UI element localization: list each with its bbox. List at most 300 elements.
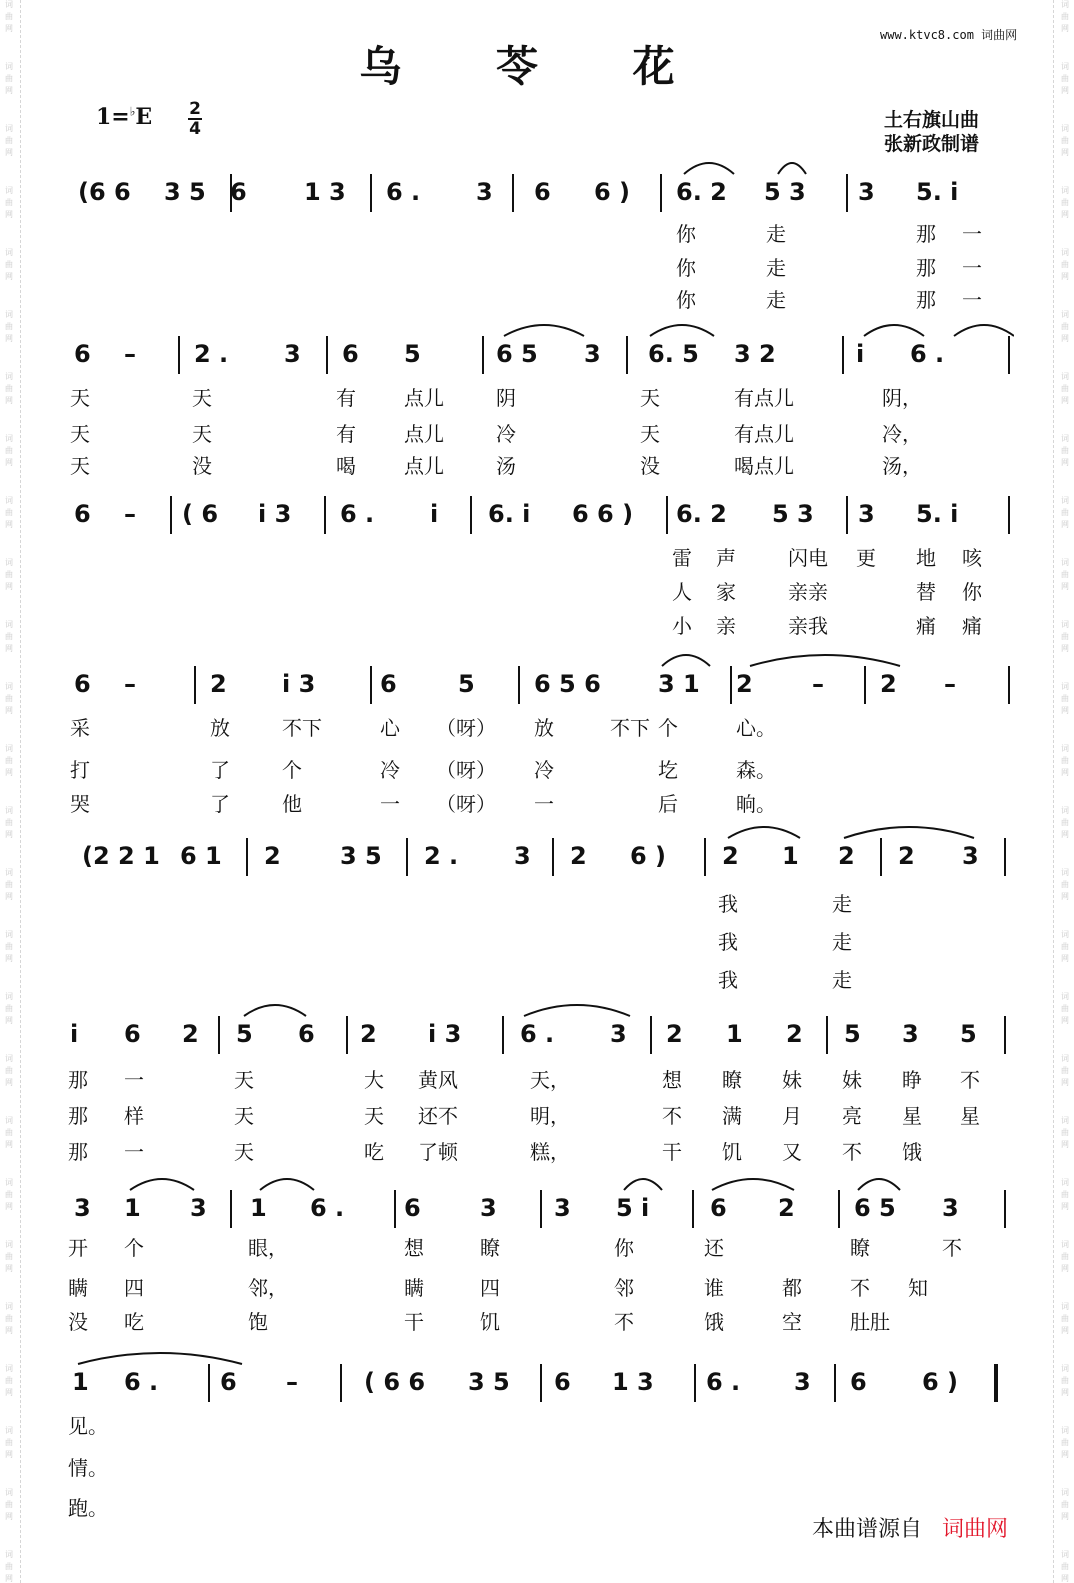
- lyric-word: 闪电: [788, 546, 828, 570]
- watermark-char: 词: [1061, 0, 1069, 9]
- lyric-word: 满: [722, 1104, 742, 1128]
- note: i 3: [428, 1020, 462, 1048]
- lyric-word: 一: [124, 1140, 144, 1164]
- watermark-char: 曲: [1061, 1314, 1069, 1323]
- watermark-char: 网: [5, 396, 13, 405]
- meter-top: 2: [189, 99, 201, 119]
- watermark-char: 网: [5, 148, 13, 157]
- watermark-char: 曲: [5, 694, 13, 703]
- lyric-word: 想: [404, 1236, 424, 1260]
- lyric-word: 那: [68, 1068, 88, 1092]
- lyric-word: 天: [70, 386, 90, 410]
- watermark-gap: [2, 1028, 16, 1054]
- note: 6 .: [340, 500, 375, 528]
- note: 3: [554, 1194, 571, 1222]
- watermark-gap: [2, 966, 16, 992]
- lyric-word: 不: [850, 1276, 870, 1300]
- lyric-word: 不: [842, 1140, 862, 1164]
- watermark-char: 网: [5, 1264, 13, 1273]
- watermark-char: 曲: [5, 446, 13, 455]
- note: 6. i: [488, 500, 531, 528]
- note: 5: [844, 1020, 861, 1048]
- watermark-char: 词: [1061, 682, 1069, 691]
- lyric-word: 月: [782, 1104, 802, 1128]
- note: 1: [72, 1368, 89, 1396]
- note: 6: [710, 1194, 727, 1222]
- lyric-word: 放: [210, 716, 230, 740]
- lyric-word: 那: [916, 256, 936, 280]
- barline: [842, 336, 844, 374]
- lyric-word: 他: [282, 792, 302, 816]
- barline: [660, 174, 662, 212]
- lyric-word: 不: [942, 1236, 962, 1260]
- flat-sign: ♭: [129, 104, 136, 119]
- note: 5 i: [616, 1194, 650, 1222]
- note: 6. 5: [648, 340, 699, 368]
- lyric-word: 个: [282, 758, 302, 782]
- slur: [78, 1353, 242, 1364]
- note: 3: [858, 178, 875, 206]
- watermark-char: 词: [5, 0, 13, 9]
- lyric-word: 喝点儿: [734, 454, 794, 478]
- watermark-char: 网: [1061, 954, 1069, 963]
- watermark-char: 曲: [5, 1500, 13, 1509]
- watermark-gap: [1058, 346, 1072, 372]
- barline: [846, 174, 848, 212]
- site-url[interactable]: www.ktvc8.com 词曲网: [880, 28, 1018, 42]
- lyric-word: 空: [782, 1310, 802, 1334]
- lyric-word: 一: [962, 222, 982, 246]
- note: 3: [942, 1194, 959, 1222]
- watermark-gap: [1058, 408, 1072, 434]
- barline: [170, 496, 172, 534]
- watermark-char: 曲: [1061, 1066, 1069, 1075]
- watermark-char: 词: [1061, 806, 1069, 815]
- watermark-gap: [2, 470, 16, 496]
- lyric-word: 我: [718, 968, 738, 992]
- note: i 3: [282, 670, 316, 698]
- lyric-word: 还不: [418, 1104, 458, 1128]
- barline: [246, 838, 248, 876]
- lyric-word: 了顿: [418, 1140, 458, 1164]
- watermark-char: 曲: [5, 508, 13, 517]
- watermark-gap: [1058, 160, 1072, 186]
- lyric-word: 糕，: [530, 1140, 570, 1164]
- note: 1: [250, 1194, 267, 1222]
- note: 5: [960, 1020, 977, 1048]
- slur: [858, 1179, 900, 1190]
- watermark-char: 词: [5, 682, 13, 691]
- watermark-char: 曲: [1061, 260, 1069, 269]
- watermark-char: 曲: [1061, 198, 1069, 207]
- lyric-word: 想: [662, 1068, 682, 1092]
- slur-layer: [64, 156, 1014, 176]
- watermark-char: 网: [5, 1388, 13, 1397]
- watermark-gap: [2, 1090, 16, 1116]
- watermark-char: 网: [1061, 520, 1069, 529]
- barline: [406, 838, 408, 876]
- watermark-gap: [1058, 1152, 1072, 1178]
- lyric-word: 一: [124, 1068, 144, 1092]
- watermark-char: 词: [5, 1054, 13, 1063]
- lyric-word: 更: [856, 546, 876, 570]
- note: 6: [230, 178, 247, 206]
- watermark-char: 曲: [5, 1066, 13, 1075]
- lyric-word: 采: [70, 716, 90, 740]
- note: 6 ): [630, 842, 667, 870]
- note: 6: [534, 178, 551, 206]
- barline: [218, 1016, 220, 1054]
- watermark-char: 词: [5, 186, 13, 195]
- watermark-char: 曲: [5, 1314, 13, 1323]
- watermark-char: 网: [1061, 210, 1069, 219]
- note: 3: [794, 1368, 811, 1396]
- key-signature: [96, 104, 152, 130]
- watermark-char: 词: [1061, 930, 1069, 939]
- lyric-word: （呀）: [436, 758, 496, 782]
- watermark-char: 曲: [5, 1128, 13, 1137]
- slur: [662, 655, 710, 666]
- notes-line: [64, 492, 1014, 536]
- watermark-char: 词: [1061, 1488, 1069, 1497]
- watermark-char: 词: [1061, 124, 1069, 133]
- watermark-gap: [1058, 1338, 1072, 1364]
- slur: [844, 827, 974, 838]
- lyric-word: 饱: [248, 1310, 268, 1334]
- lyric-word: 个: [124, 1236, 144, 1260]
- slur-layer: [64, 318, 1014, 338]
- watermark-char: 曲: [1061, 756, 1069, 765]
- watermark-char: 曲: [5, 384, 13, 393]
- lyric-word: 见。: [68, 1414, 108, 1438]
- lyric-word: 跑。: [68, 1496, 108, 1520]
- note: 6: [380, 670, 397, 698]
- slur: [130, 1179, 194, 1190]
- lyric-word: 家: [716, 580, 736, 604]
- lyric-word: 那: [68, 1140, 88, 1164]
- watermark-char: 曲: [1061, 632, 1069, 641]
- lyric-word: 汤: [496, 454, 516, 478]
- slur: [260, 1179, 314, 1190]
- score-row: [64, 1186, 1014, 1334]
- watermark-char: 曲: [5, 1004, 13, 1013]
- watermark-char: 词: [1061, 310, 1069, 319]
- watermark-char: 词: [1061, 1054, 1069, 1063]
- note: 1 3: [304, 178, 346, 206]
- note: 2: [570, 842, 587, 870]
- watermark-gap: [2, 904, 16, 930]
- watermark-gap: [2, 594, 16, 620]
- lyric-word: 不下: [282, 716, 322, 740]
- barline: [230, 1190, 232, 1228]
- watermark-char: 曲: [1061, 1128, 1069, 1137]
- barline: [826, 1016, 828, 1054]
- watermark-char: 词: [1061, 1178, 1069, 1187]
- lyric-word: 点儿: [404, 454, 444, 478]
- barline: [502, 1016, 504, 1054]
- left-watermark-strip: [2, 0, 16, 1583]
- meter-bottom: 4: [189, 119, 201, 139]
- lyric-word: 黄风: [418, 1068, 458, 1092]
- watermark-char: 曲: [1061, 1004, 1069, 1013]
- lyric-word: 谁: [704, 1276, 724, 1300]
- watermark-char: 词: [5, 806, 13, 815]
- lyric-word: 亲: [716, 614, 736, 638]
- barline: [370, 666, 372, 704]
- composer-credit: 土右旗山曲: [884, 109, 980, 131]
- note: 3: [480, 1194, 497, 1222]
- watermark-char: 曲: [5, 1562, 13, 1571]
- watermark-char: 曲: [1061, 1376, 1069, 1385]
- lyric-word: 汤，: [882, 454, 922, 478]
- score-row: [64, 492, 1014, 638]
- lyric-word: 冷: [534, 758, 554, 782]
- note: 6 .: [310, 1194, 345, 1222]
- barline: [1008, 666, 1010, 704]
- lyric-word: 走: [832, 968, 852, 992]
- watermark-char: 词: [1061, 372, 1069, 381]
- lyric-word: 冷: [496, 422, 516, 446]
- note: 6 1: [180, 842, 222, 870]
- slur: [624, 1179, 662, 1190]
- note: 3: [962, 842, 979, 870]
- lyric-word: 你: [676, 222, 696, 246]
- lyric-word: 天，: [530, 1068, 570, 1092]
- key-prefix: 1=: [96, 104, 130, 130]
- lyric-word: 天: [364, 1104, 384, 1128]
- watermark-gap: [1058, 1524, 1072, 1550]
- watermark-char: 词: [1061, 1116, 1069, 1125]
- lyric-word: 心: [380, 716, 400, 740]
- watermark-char: 词: [1061, 992, 1069, 1001]
- watermark-char: 曲: [1061, 818, 1069, 827]
- lyric-word: 饿: [902, 1140, 922, 1164]
- barline: [730, 666, 732, 704]
- note: 6 .: [520, 1020, 555, 1048]
- lyric-word: 有点儿: [734, 386, 794, 410]
- barline: [692, 1190, 694, 1228]
- watermark-char: 曲: [5, 12, 13, 21]
- slur: [244, 1005, 306, 1016]
- left-dashed-border: [20, 0, 21, 1583]
- note: 6 5: [496, 340, 538, 368]
- lyric-word: 都: [782, 1276, 802, 1300]
- watermark-char: 网: [1061, 644, 1069, 653]
- lyric-word: 天: [640, 386, 660, 410]
- lyric-word: 天: [234, 1104, 254, 1128]
- watermark-gap: [2, 1152, 16, 1178]
- lyric-word: 走: [766, 222, 786, 246]
- watermark-char: 词: [5, 496, 13, 505]
- note: 2: [736, 670, 753, 698]
- note: 6: [554, 1368, 571, 1396]
- watermark-char: 词: [5, 1426, 13, 1435]
- watermark-gap: [2, 1338, 16, 1364]
- notes-line: [64, 170, 1014, 214]
- watermark-char: 曲: [1061, 694, 1069, 703]
- time-signature: [188, 100, 202, 138]
- notes-line: [64, 662, 1014, 706]
- note: 6 ): [594, 178, 631, 206]
- watermark-char: 曲: [5, 322, 13, 331]
- watermark-char: 曲: [5, 942, 13, 951]
- watermark-char: 词: [1061, 1550, 1069, 1559]
- lyric-word: 亲亲: [788, 580, 828, 604]
- lyric-word: 走: [832, 930, 852, 954]
- lyric-word: 哭: [70, 792, 90, 816]
- watermark-char: 曲: [5, 198, 13, 207]
- footer-prefix: 本曲谱源自: [812, 1517, 923, 1542]
- lyric-word: 没: [192, 454, 212, 478]
- lyric-word: 瞭: [850, 1236, 870, 1260]
- lyric-word: 你: [962, 580, 982, 604]
- note: 3: [190, 1194, 207, 1222]
- watermark-char: 网: [1061, 1450, 1069, 1459]
- watermark-gap: [2, 346, 16, 372]
- barline: [208, 1364, 210, 1402]
- watermark-char: 曲: [5, 136, 13, 145]
- lyric-word: 一: [380, 792, 400, 816]
- watermark-gap: [2, 1524, 16, 1550]
- lyric-word: 个: [658, 716, 678, 740]
- watermark-char: 网: [5, 24, 13, 33]
- lyric-word: 大: [364, 1068, 384, 1092]
- note: 6. 2: [676, 178, 727, 206]
- lyric-word: 有: [336, 386, 356, 410]
- lyric-word: 森。: [736, 758, 776, 782]
- watermark-char: 词: [5, 310, 13, 319]
- slur-layer: [64, 648, 1014, 668]
- watermark-gap: [2, 1400, 16, 1426]
- note: 6: [298, 1020, 315, 1048]
- note: 2: [360, 1020, 377, 1048]
- lyric-word: 一: [534, 792, 554, 816]
- score-row: [64, 170, 1014, 312]
- watermark-char: 词: [5, 1178, 13, 1187]
- lyric-word: 瞒: [404, 1276, 424, 1300]
- score-row: [64, 834, 1014, 992]
- watermark-char: 曲: [5, 756, 13, 765]
- watermark-char: 词: [5, 434, 13, 443]
- watermark-char: 词: [5, 1550, 13, 1559]
- footer-brand[interactable]: 词曲网: [942, 1517, 1009, 1542]
- watermark-char: 词: [1061, 1302, 1069, 1311]
- watermark-char: 词: [5, 1116, 13, 1125]
- watermark-char: 网: [1061, 582, 1069, 591]
- watermark-char: 曲: [5, 818, 13, 827]
- right-dashed-border: [1053, 0, 1054, 1583]
- watermark-char: 网: [5, 520, 13, 529]
- watermark-char: 网: [5, 1016, 13, 1025]
- barline: [482, 336, 484, 374]
- watermark-char: 词: [5, 868, 13, 877]
- watermark-char: 曲: [1061, 1438, 1069, 1447]
- watermark-gap: [2, 98, 16, 124]
- lyric-word: 邻，: [248, 1276, 288, 1300]
- watermark-char: 网: [5, 1450, 13, 1459]
- watermark-char: 网: [5, 954, 13, 963]
- watermark-gap: [1058, 656, 1072, 682]
- arranger-credit: 张新政制谱: [884, 133, 980, 155]
- lyric-word: 走: [832, 892, 852, 916]
- watermark-char: 词: [1061, 1240, 1069, 1249]
- slur-layer: [64, 1172, 1014, 1192]
- lyric-word: 放: [534, 716, 554, 740]
- note: 5. i: [916, 178, 959, 206]
- note: 2 .: [194, 340, 229, 368]
- watermark-char: 网: [1061, 1078, 1069, 1087]
- note: 3 5: [468, 1368, 510, 1396]
- watermark-gap: [2, 1462, 16, 1488]
- note: 6: [124, 1020, 141, 1048]
- barline: [512, 174, 514, 212]
- barline: [540, 1364, 542, 1402]
- watermark-gap: [2, 1276, 16, 1302]
- watermark-gap: [2, 842, 16, 868]
- lyric-word: 亲我: [788, 614, 828, 638]
- barline: [864, 666, 866, 704]
- barline: [704, 838, 706, 876]
- watermark-char: 曲: [1061, 322, 1069, 331]
- watermark-char: 网: [1061, 1140, 1069, 1149]
- note: 3: [858, 500, 875, 528]
- watermark-char: 曲: [5, 260, 13, 269]
- watermark-gap: [1058, 1400, 1072, 1426]
- watermark-char: 词: [5, 1240, 13, 1249]
- watermark-char: 网: [5, 86, 13, 95]
- watermark-gap: [1058, 718, 1072, 744]
- note: 6. 2: [676, 500, 727, 528]
- watermark-gap: [1058, 780, 1072, 806]
- slur: [684, 163, 734, 174]
- watermark-char: 词: [1061, 434, 1069, 443]
- note: 3: [610, 1020, 627, 1048]
- watermark-char: 词: [5, 620, 13, 629]
- lyric-word: （呀）: [436, 716, 496, 740]
- lyric-word: 一: [962, 288, 982, 312]
- lyric-word: 邻: [614, 1276, 634, 1300]
- watermark-gap: [1058, 1276, 1072, 1302]
- notes-line: [64, 834, 1014, 878]
- watermark-char: 曲: [1061, 1252, 1069, 1261]
- note: i: [70, 1020, 79, 1048]
- watermark-char: 网: [1061, 706, 1069, 715]
- lyric-word: 那: [68, 1104, 88, 1128]
- note: 1 3: [612, 1368, 654, 1396]
- watermark-char: 网: [5, 1326, 13, 1335]
- note: –: [286, 1368, 298, 1396]
- watermark-char: 曲: [5, 1376, 13, 1385]
- lyric-word: 瞒: [68, 1276, 88, 1300]
- lyric-word: 又: [782, 1140, 802, 1164]
- watermark-char: 曲: [1061, 136, 1069, 145]
- lyric-word: 我: [718, 930, 738, 954]
- note: 2: [182, 1020, 199, 1048]
- lyric-word: 痛: [962, 614, 982, 638]
- note: 6 5 6: [534, 670, 601, 698]
- lyric-word: 瞭: [722, 1068, 742, 1092]
- lyric-word: 了: [210, 758, 230, 782]
- lyric-word: 你: [614, 1236, 634, 1260]
- lyric-word: 肚肚: [850, 1310, 890, 1334]
- watermark-char: 词: [1061, 1426, 1069, 1435]
- song-title: 乌 苓 花: [359, 42, 715, 91]
- lyric-word: 不: [662, 1104, 682, 1128]
- barline: [846, 496, 848, 534]
- lyric-word: 天: [70, 454, 90, 478]
- lyric-word: 圪: [658, 758, 678, 782]
- lyric-word: 还: [704, 1236, 724, 1260]
